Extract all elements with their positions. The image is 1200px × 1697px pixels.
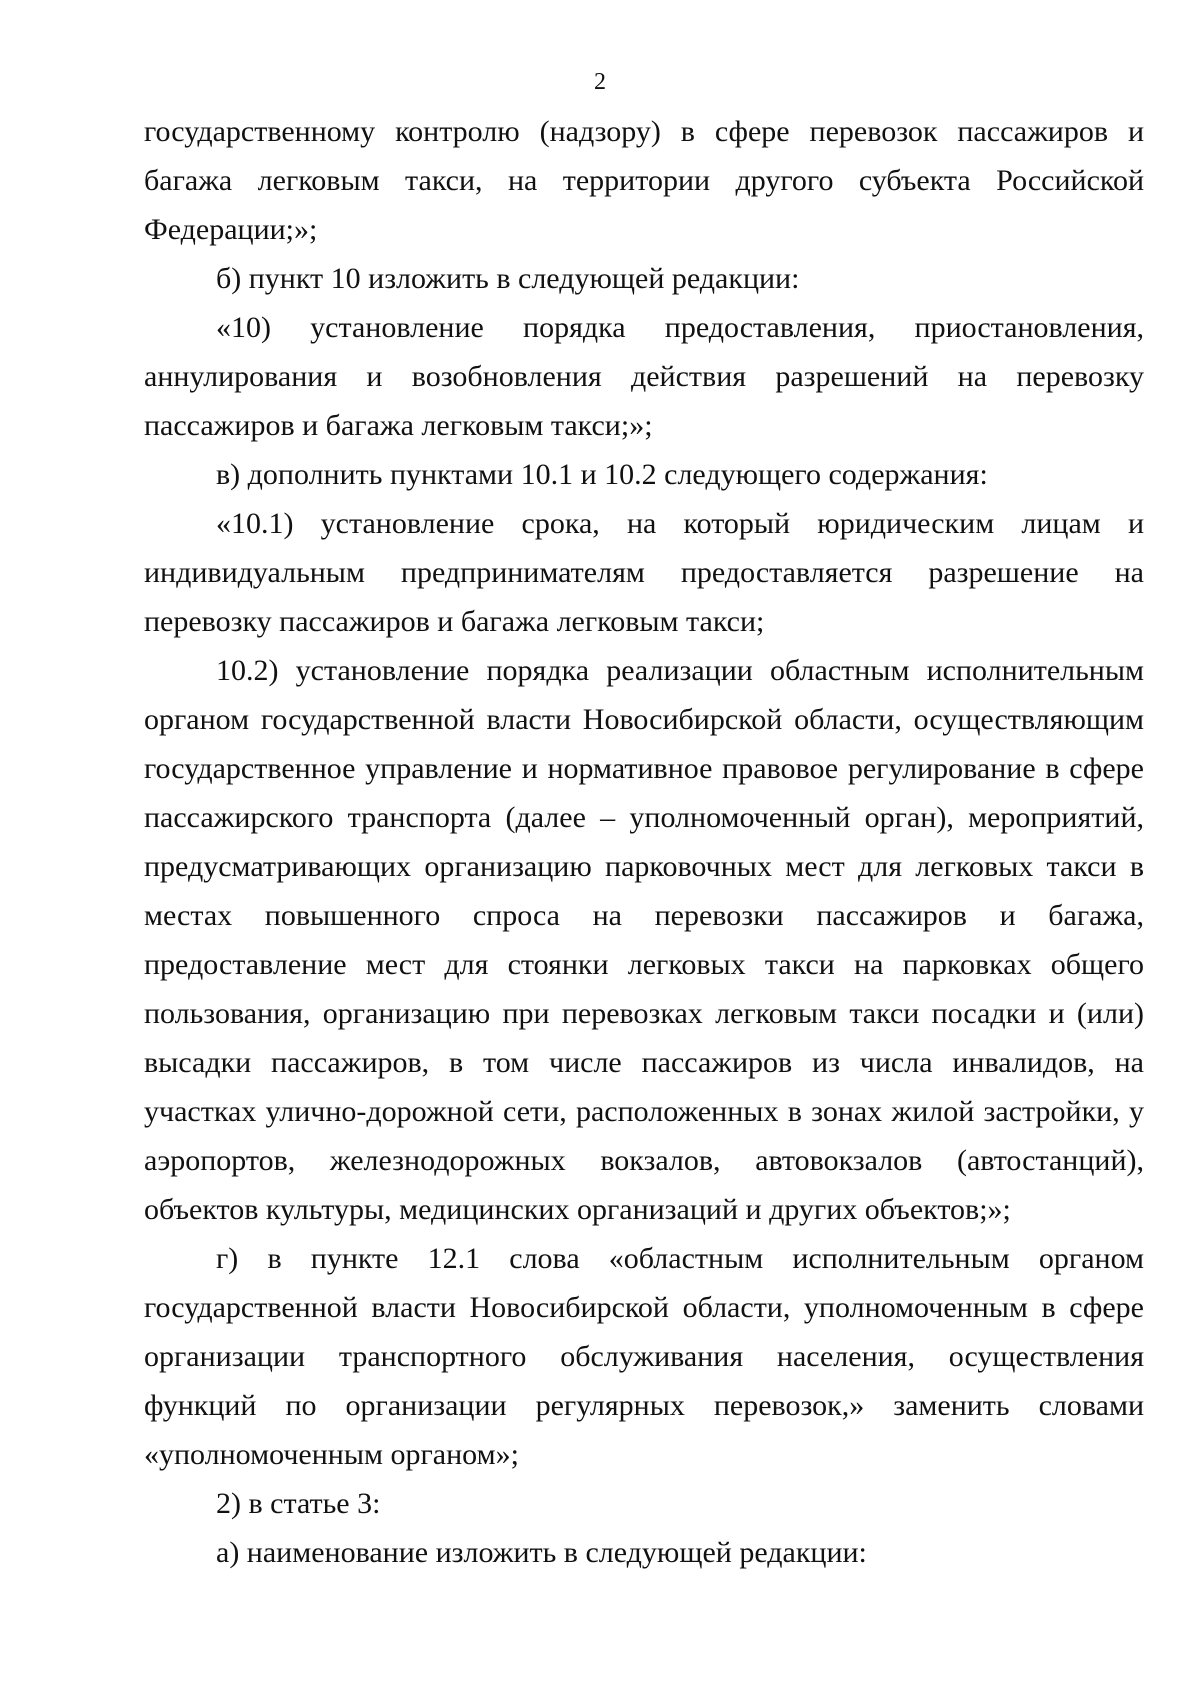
paragraph-item-a: а) наименование изложить в следующей редакции: xyxy=(216,1536,867,1569)
paragraph-point-10-1: «10.1) установление срока, на который юридическим лицам и индивидуальным предпринимателям предоставляется разрешение на перевозку пассажиров и багажа легковым такси; xyxy=(144,507,1144,638)
paragraph-item-b: б) пункт 10 изложить в следующей редакции: xyxy=(216,262,800,295)
paragraph-point-10-2: 10.2) установление порядка реализации областным исполнительным органом государственной власти Новосибирской области, осуществляющим государственное управление и нормативное правовое регулирование в сфере пассажирского транспорта (далее – уполномоченный орган), мероприятий, предусматривающих организацию парковочных мест для легковых такси в местах повышенного спроса на перевозки пассажиров и багажа, предоставление мест для стоянки легковых такси на парковках общего пользования, организацию при перевозках легковым такси посадки и (или) высадки пассажиров, в том числе пассажиров из числа инвалидов, на участках улично-дорожной сети, расположенных в зонах жилой застройки, у аэропортов, железнодорожных вокзалов, автовокзалов (автостанций), объектов культуры, медицинских организаций и других объектов;»; xyxy=(144,654,1144,1226)
paragraph-continuation: государственному контролю (надзору) в сфере перевозок пассажиров и багажа легковым такси, на территории другого субъекта Российской Федерации;»; xyxy=(144,115,1144,246)
paragraph-item-2: 2) в статье 3: xyxy=(216,1487,381,1520)
document-body xyxy=(144,107,1144,1577)
paragraph-point-10: «10) установление порядка предоставления, приостановления, аннулирования и возобновления действия разрешений на перевозку пассажиров и багажа легковым такси;»; xyxy=(144,311,1144,442)
paragraph-item-v: в) дополнить пунктами 10.1 и 10.2 следующего содержания: xyxy=(216,458,988,491)
paragraph-item-g: г) в пункте 12.1 слова «областным исполнительным органом государственной власти Новосибирской области, уполномоченным в сфере организации транспортного обслуживания населения, осуществления функций по организации регулярных перевозок,» заменить словами «уполномоченным органом»; xyxy=(144,1242,1144,1471)
page-number: 2 xyxy=(594,69,606,95)
